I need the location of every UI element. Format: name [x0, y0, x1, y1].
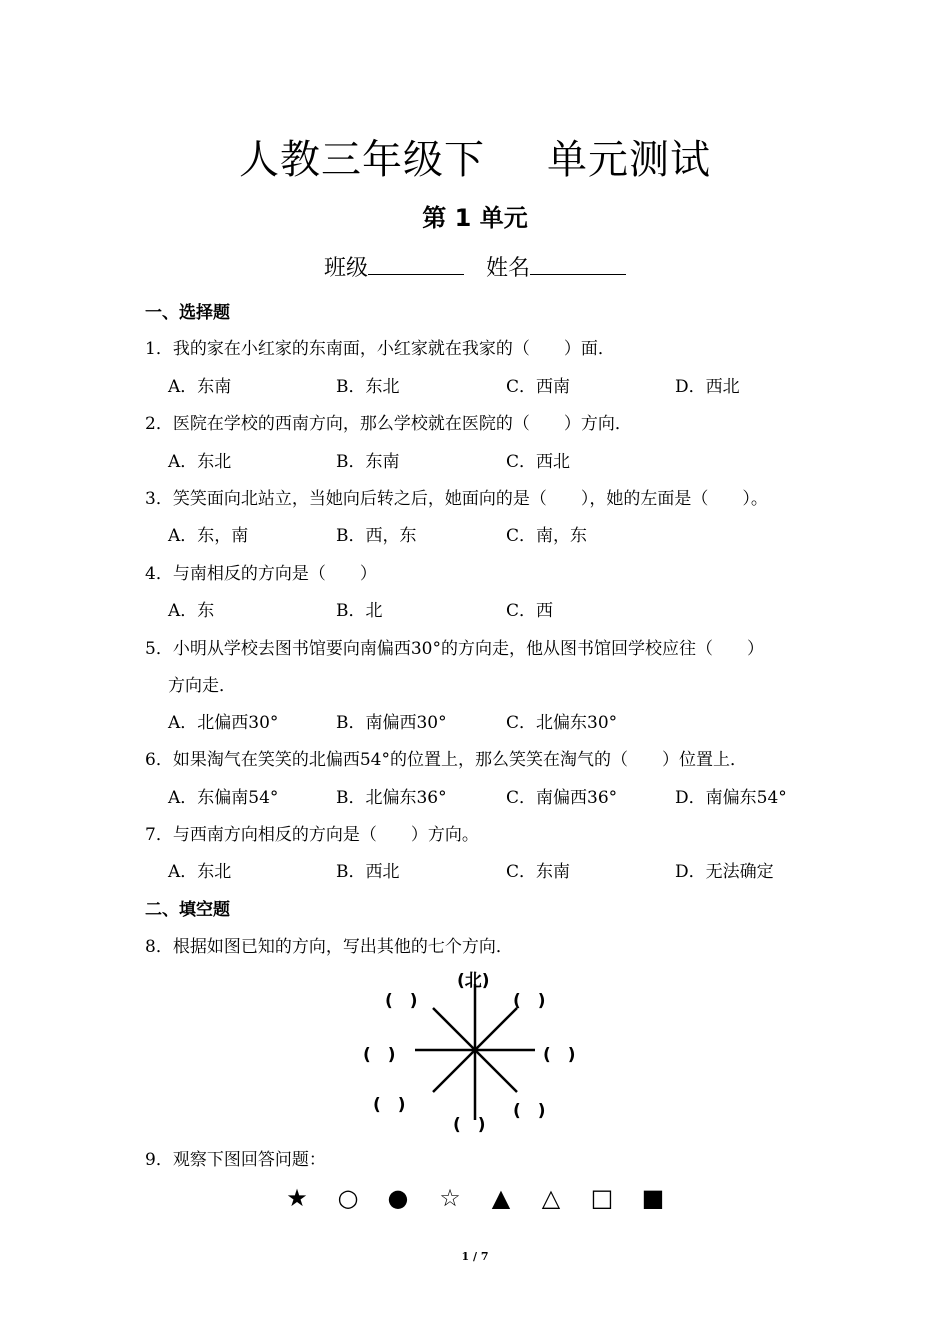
- option[interactable]: C．南偏西36°: [506, 788, 618, 808]
- section-choice-heading: 一、选择题: [145, 303, 230, 323]
- question-5-continued: 方向走．: [168, 676, 236, 696]
- option[interactable]: A．东南: [168, 377, 232, 397]
- black-square-icon: ■: [641, 1184, 665, 1212]
- option[interactable]: B．南偏西30°: [336, 713, 447, 733]
- option[interactable]: C．南，东: [506, 526, 588, 546]
- white-star-icon: ☆: [439, 1184, 461, 1212]
- option[interactable]: D．南偏东54°: [675, 788, 787, 808]
- compass-diagram: [355, 960, 595, 1135]
- option[interactable]: B．西，东: [336, 526, 417, 546]
- option[interactable]: C．北偏东30°: [506, 713, 618, 733]
- option[interactable]: B．东北: [336, 377, 400, 397]
- shapes-row: [280, 1180, 680, 1216]
- question-3: 3．笑笑面向北站立，当她向后转之后，她面向的是（ ），她的左面是（ ）。: [145, 489, 768, 509]
- compass-blank-west[interactable]: ( ): [363, 1045, 396, 1065]
- question-5: 5．小明从学校去图书馆要向南偏西30°的方向走，他从图书馆回学校应往（ ）: [145, 639, 764, 659]
- page-number: 1 / 7: [461, 1250, 489, 1263]
- option[interactable]: B．北: [336, 601, 383, 621]
- section-fill-heading: 二、填空题: [145, 900, 230, 920]
- question-4: 4．与南相反的方向是（ ）: [145, 564, 377, 584]
- option[interactable]: A．东偏南54°: [168, 788, 279, 808]
- option[interactable]: B．东南: [336, 452, 400, 472]
- compass-blank-northeast[interactable]: ( ): [513, 991, 546, 1011]
- option[interactable]: A．东北: [168, 452, 232, 472]
- option[interactable]: A．北偏西30°: [168, 713, 279, 733]
- compass-blank-northwest[interactable]: ( ): [385, 991, 418, 1011]
- black-star-icon: ★: [286, 1184, 308, 1212]
- white-circle-icon: ○: [337, 1184, 359, 1212]
- title-left: 人教三年级下: [239, 137, 485, 183]
- option[interactable]: D．西北: [675, 377, 740, 397]
- question-6: 6．如果淘气在笑笑的北偏西54°的位置上，那么笑笑在淘气的（ ）位置上．: [145, 750, 747, 770]
- option[interactable]: A．东: [168, 601, 215, 621]
- white-triangle-icon: △: [541, 1184, 561, 1212]
- option[interactable]: D．无法确定: [675, 862, 774, 882]
- option[interactable]: C．西南: [506, 377, 571, 397]
- white-square-icon: □: [590, 1184, 614, 1212]
- option[interactable]: A．东北: [168, 862, 232, 882]
- question-9: 9．观察下图回答问题：: [145, 1150, 326, 1170]
- option[interactable]: C．西北: [506, 452, 571, 472]
- unit-subtitle: 第 1 单元: [422, 204, 528, 232]
- black-circle-icon: ●: [387, 1184, 409, 1212]
- option[interactable]: A．东，南: [168, 526, 249, 546]
- class-blank[interactable]: [368, 254, 464, 275]
- option[interactable]: B．北偏东36°: [336, 788, 447, 808]
- question-8: 8．根据如图已知的方向，写出其他的七个方向．: [145, 937, 513, 957]
- student-info-row: [0, 251, 950, 282]
- compass-blank-south[interactable]: ( ): [453, 1115, 486, 1135]
- black-triangle-icon: ▲: [491, 1184, 511, 1212]
- option[interactable]: B．西北: [336, 862, 400, 882]
- compass-blank-southeast[interactable]: ( ): [513, 1101, 546, 1121]
- question-1: 1．我的家在小红家的东南面，小红家就在我家的（ ）面．: [145, 339, 615, 359]
- option[interactable]: C．西: [506, 601, 554, 621]
- compass-blank-east[interactable]: ( ): [543, 1045, 576, 1065]
- question-7: 7．与西南方向相反的方向是（ ）方向。: [145, 825, 479, 845]
- class-label: 班级: [323, 256, 368, 281]
- name-label: 姓名: [486, 256, 531, 281]
- compass-blank-southwest[interactable]: ( ): [373, 1095, 406, 1115]
- name-blank[interactable]: [530, 254, 626, 275]
- title-right: 单元测试: [547, 137, 711, 183]
- page-title: [0, 128, 950, 185]
- compass-label-north: (北): [457, 971, 490, 991]
- question-2: 2．医院在学校的西南方向，那么学校就在医院的（ ）方向．: [145, 414, 632, 434]
- option[interactable]: C．东南: [506, 862, 571, 882]
